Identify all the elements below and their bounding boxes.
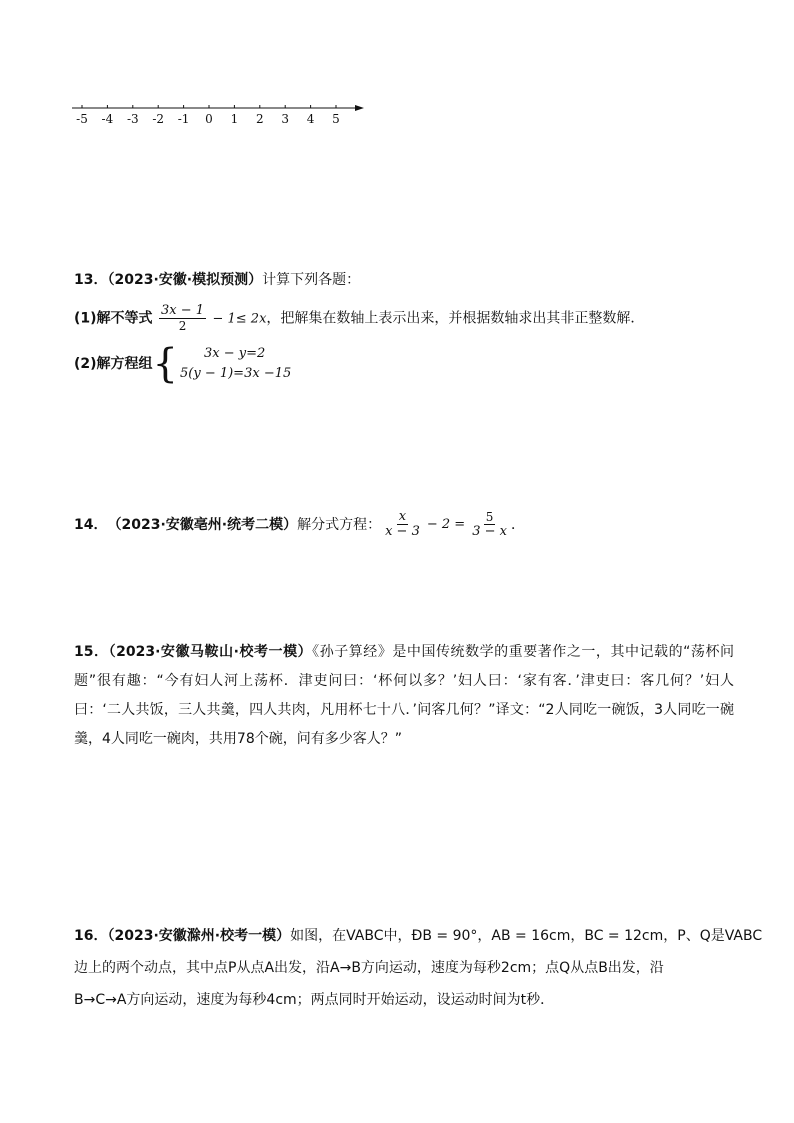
part-tail: ，把解集在数轴上表示出来，并根据数轴求出其非正整数解．	[266, 310, 645, 327]
question-16-line-3	[74, 986, 554, 1014]
number-line-tick-label: 5	[332, 112, 340, 126]
number-line-axis	[70, 98, 370, 128]
question-13-part-2	[74, 341, 292, 387]
number-line-tick-label: -4	[101, 112, 114, 126]
fraction-denominator: 2	[178, 319, 187, 333]
question-16-line-2	[74, 954, 664, 982]
equation-middle: − 2 =	[426, 516, 466, 532]
question-13-header: 13．（2023·安徽·模拟预测）计算下列各题：	[74, 272, 361, 288]
number-line-tick-label: 0	[205, 112, 213, 126]
equation-1: 3x − y=2	[204, 346, 266, 361]
equation-2: 5(y − 1)=3x −15	[180, 366, 292, 381]
number-line-tick-label: 3	[281, 112, 290, 126]
number-line	[70, 98, 370, 128]
number-line-tick-label: 1	[230, 112, 239, 126]
question-13-part-1	[74, 304, 644, 334]
fraction-numerator: 5	[485, 510, 494, 524]
question-text-line-3: B→C→A方向运动，速度为每秒4cm；两点同时开始运动，设运动时间为t秒．	[74, 992, 555, 1008]
question-stem: 解分式方程：	[297, 516, 382, 533]
equation-tail: ．	[510, 516, 525, 533]
question-text: 《孙子算经》是中国传统数学的重要著作之一，其中记载的“荡杯问题”很有趣：“今有妇人河上荡杯．津吏问曰：‘杯何以多？’妇人曰：‘家有客．’津吏曰：客几何？’妇人曰：‘二人共饭，三人共羹，四人共肉，凡用杯七十八．’问客几何？”译文：“2人同吃一碗饭，3人同吃一碗羹，4人同吃一碗肉，共用78个碗，问有多少客人？”	[74, 644, 734, 747]
fraction-numerator: x	[398, 509, 407, 524]
question-number: 16	[74, 928, 94, 944]
fraction-denominator: x − 3	[385, 524, 420, 539]
number-line-tick-label: 4	[306, 112, 315, 126]
fraction-denominator: 3 − x	[472, 524, 507, 539]
question-text-line-2: 边上的两个动点，其中点P从点A出发，沿A→B方向运动，速度为每秒2cm；点Q从点B出发，沿	[74, 960, 664, 976]
equation-fraction-right	[470, 510, 509, 539]
fraction-numerator: 3x − 1	[161, 303, 205, 318]
question-source: （2023·安徽马鞍山·校考一模）	[108, 644, 313, 660]
question-number: 14	[74, 516, 94, 533]
question-source: （2023·安徽亳州·统考二模）	[107, 516, 298, 533]
number-line-tick-label: -3	[126, 112, 139, 126]
question-stem: 计算下列各题：	[262, 272, 361, 288]
question-number: 15	[74, 644, 94, 660]
question-text-line-1: 如图，在VABC中，ÐB = 90°，AB = 16cm，BC = 12cm，P、Q是VABC	[290, 928, 763, 944]
part-label: (1)解不等式	[74, 310, 153, 327]
question-14: 14 ． （2023·安徽亳州·统考二模） 解分式方程： $\frac{x}{x - 3}$ − 2 = $\frac{5}{3 - x}$ ．	[74, 509, 525, 539]
question-source: （2023·安徽滁州·校考一模）	[107, 928, 291, 944]
question-16-line-1: 16．（2023·安徽滁州·校考一模）如图，在VABC中，ÐB = 90°，AB = 16cm，BC = 12cm，P、Q是VABC	[74, 928, 763, 944]
inequality-fraction	[159, 304, 206, 333]
number-line-tick-label: -1	[177, 112, 190, 126]
part-label: (2)解方程组	[74, 356, 153, 372]
number-line-tick-label: -5	[76, 112, 88, 126]
equation-fraction-left	[383, 510, 422, 539]
inequality-rest: − 1≤ 2x	[212, 311, 267, 327]
question-number: 13	[74, 272, 94, 288]
number-line-tick-label: -2	[152, 112, 165, 126]
question-15: 15．（2023·安徽马鞍山·校考一模）《孙子算经》是中国传统数学的重要著作之一，其中记载的“荡杯问题”很有趣：“今有妇人河上荡杯．津吏问曰：‘杯何以多？’妇人曰：‘家有客．’津吏曰：客几何？’妇人曰：‘二人共饭，三人共羹，四人共肉，凡用杯七十八．’问客几何？”译文：“2人同吃一碗饭，3人同吃一碗羹，4人同吃一碗肉，共用78个碗，问有多少客人？”	[74, 644, 734, 747]
left-brace-icon: {	[152, 341, 178, 387]
question-source: （2023·安徽·模拟预测）	[107, 272, 263, 288]
number-line-tick-label: 2	[255, 112, 264, 126]
